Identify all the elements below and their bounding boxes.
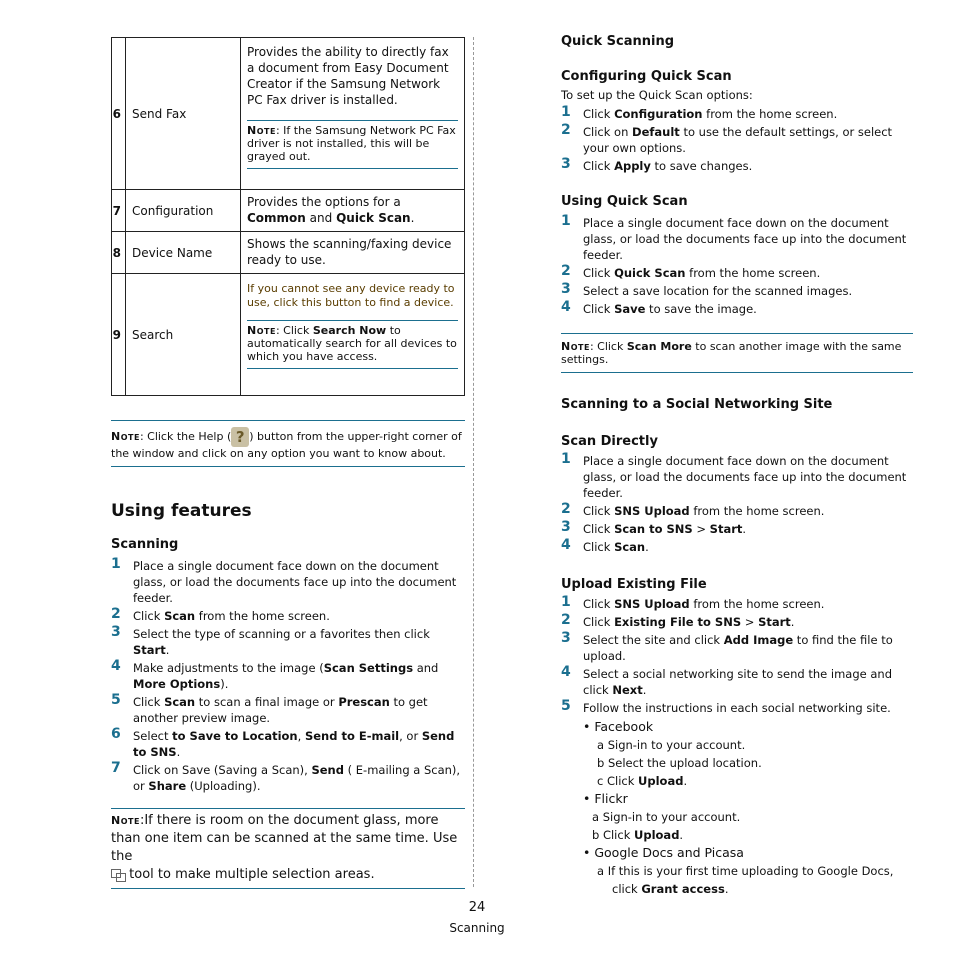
flickr-bullet: • Flickr — [583, 791, 628, 806]
step-bold: Send to E-mail — [304, 729, 400, 743]
step-bold: to Save to Location — [172, 729, 298, 743]
list-item — [111, 608, 465, 624]
step-number: 2 — [561, 501, 571, 517]
step-number: 3 — [561, 630, 571, 646]
note-text: :If there is room on the document glass, more than one item can be scanned at the same time. Use the — [111, 813, 458, 864]
section-title: Using features — [111, 501, 252, 521]
step-number: 1 — [111, 556, 121, 572]
step-bold: Apply — [614, 159, 651, 173]
step-bold: Prescan — [338, 695, 390, 709]
step-bold: Start — [133, 643, 166, 657]
step-number: 2 — [111, 606, 121, 622]
step-text: b Click — [592, 828, 635, 842]
step-bold: Add Image — [723, 633, 794, 647]
list-item — [111, 558, 465, 606]
subsection-title: Upload Existing File — [561, 577, 707, 592]
step-number: 1 — [561, 213, 571, 229]
step-text: click — [612, 882, 642, 896]
help-icon: ? — [231, 427, 249, 447]
step-number: 6 — [111, 726, 121, 742]
list-item — [561, 215, 913, 263]
step-bold: Upload — [638, 774, 684, 788]
note-text: : Click the Help ( — [139, 430, 232, 443]
page-number: 24 — [468, 900, 486, 915]
step-text: Follow the instructions in each social networking site. — [583, 701, 891, 715]
step-bold: Scan Settings — [323, 661, 414, 675]
step-number: 4 — [561, 299, 571, 315]
facebook-bullet: • Facebook — [583, 719, 654, 734]
note-label: Note — [111, 430, 140, 443]
list-item — [561, 453, 913, 501]
google-bullet: • Google Docs and Picasa — [583, 845, 744, 860]
step-number: 7 — [111, 760, 121, 776]
step-text: Click — [583, 302, 615, 316]
step-number: 1 — [561, 451, 571, 467]
step-text: Click — [583, 615, 615, 629]
step-bold: Scan — [614, 540, 646, 554]
row-name: Send Fax — [126, 38, 241, 190]
step-bold: Upload — [634, 828, 680, 842]
help-note — [111, 420, 465, 467]
list-item — [561, 539, 913, 555]
note-text: tool to make multiple selection areas. — [129, 867, 375, 882]
subsection-title: Using Quick Scan — [561, 194, 688, 209]
note-bold: Search Now — [312, 324, 387, 337]
step-text: from the home screen. — [685, 266, 821, 280]
note-label: Note — [247, 124, 276, 137]
step-text: (Uploading). — [186, 779, 261, 793]
step-bold: Save — [614, 302, 646, 316]
facebook-step-b: b Select the upload location. — [597, 756, 762, 770]
list-item — [561, 106, 913, 122]
step-text: Place a single document face down on the document glass, or load the documents face up into the document feeder. — [583, 216, 907, 262]
list-item — [111, 728, 465, 760]
step-text: Click — [583, 504, 615, 518]
footer-section: Scanning — [449, 921, 505, 935]
step-text: > — [741, 615, 759, 629]
list-item — [561, 700, 913, 716]
cell-note — [247, 120, 458, 169]
step-text: from the home screen. — [195, 609, 330, 623]
step-number: 4 — [111, 658, 121, 674]
step-number: 4 — [561, 664, 571, 680]
step-text: ). — [220, 677, 229, 691]
step-bold: Share — [148, 779, 187, 793]
row-description — [241, 190, 465, 232]
list-item — [561, 521, 913, 537]
step-bold: SNS Upload — [614, 504, 690, 518]
step-number: 3 — [561, 281, 571, 297]
step-text: from the home screen. — [689, 504, 825, 518]
step-bold: Start — [709, 522, 743, 536]
step-text: , — [297, 729, 305, 743]
step-number: 4 — [561, 537, 571, 553]
table-row — [112, 38, 465, 190]
list-item — [561, 301, 913, 317]
note-label: Note — [561, 340, 590, 353]
step-text: c Click — [597, 774, 639, 788]
step-text: . — [642, 683, 647, 697]
step-text: Click on Save (Saving a Scan), — [133, 763, 312, 777]
description-text: Provides the ability to directly fax a document from Easy Document Creator if the Samsung Network PC Fax driver is installed. — [247, 45, 449, 107]
step-bold: Scan — [164, 609, 196, 623]
step-text: Click — [133, 609, 165, 623]
note-text: to scan another image with the same settings. — [561, 340, 902, 366]
step-text: to get another preview image. — [133, 695, 428, 725]
list-item — [111, 694, 465, 726]
step-number: 3 — [561, 156, 571, 172]
step-text: , or — [399, 729, 422, 743]
step-text: . — [679, 828, 684, 842]
row-description — [241, 274, 465, 396]
left-column — [111, 37, 465, 889]
step-text: . — [165, 643, 170, 657]
row-name: Device Name — [126, 232, 241, 274]
right-column — [561, 32, 913, 898]
note-label: Note — [111, 814, 140, 827]
row-description: Shows the scanning/faxing device ready to use. — [241, 232, 465, 274]
step-text: . — [645, 540, 649, 554]
step-text: to scan a final image or — [195, 695, 339, 709]
step-text: Select the type of scanning or a favorites then click — [133, 627, 430, 641]
subsection-title: Configuring Quick Scan — [561, 69, 732, 84]
list-item — [561, 265, 913, 281]
note-text: : Click — [275, 324, 313, 337]
row-number: 8 — [112, 232, 126, 274]
step-number: 5 — [111, 692, 121, 708]
step-number: 3 — [561, 519, 571, 535]
step-text: . — [790, 615, 795, 629]
step-text: Select a save location for the scanned images. — [583, 284, 853, 298]
step-text: ( E-mailing a Scan), or — [133, 763, 461, 793]
step-bold: Next — [612, 683, 643, 697]
step-bold: Send to SNS — [133, 729, 455, 759]
step-text: from the home screen. — [689, 597, 825, 611]
section-title: Quick Scanning — [561, 34, 675, 49]
note-text: ) button from the upper-right corner of the window and click on any option you want to know about. — [111, 430, 462, 460]
step-text: Click — [583, 597, 615, 611]
row-number: 7 — [112, 190, 126, 232]
step-text: Make adjustments to the image ( — [133, 661, 324, 675]
step-text: > — [692, 522, 710, 536]
step-bold: Scan — [164, 695, 196, 709]
step-text: . — [724, 882, 729, 896]
section-title: Scanning to a Social Networking Site — [561, 397, 833, 412]
step-number: 5 — [561, 698, 571, 714]
step-text: . — [742, 522, 747, 536]
flickr-step-b — [561, 826, 913, 844]
config-steps — [561, 106, 913, 174]
step-text: . — [176, 745, 181, 759]
step-bold: Send — [311, 763, 344, 777]
list-item — [111, 626, 465, 658]
step-bold: More Options — [133, 677, 221, 691]
list-item — [561, 503, 913, 519]
desc-text: and — [305, 211, 337, 225]
using-steps — [561, 215, 913, 317]
list-item — [561, 596, 913, 612]
step-text: Click — [583, 107, 615, 121]
step-bold: Scan to SNS — [614, 522, 693, 536]
upload-steps — [561, 596, 913, 716]
list-item — [561, 614, 913, 630]
multi-select-note — [111, 808, 465, 889]
google-step-a: a If this is your first time uploading to Google Docs, — [597, 864, 894, 878]
flickr-step-a: a Sign-in to your account. — [592, 810, 741, 824]
note-bold: Scan More — [626, 340, 692, 353]
step-bold: Start — [758, 615, 791, 629]
subsection-title: Scanning — [111, 537, 179, 552]
step-text: Select — [133, 729, 173, 743]
subsection-title: Scan Directly — [561, 434, 658, 449]
list-item — [561, 283, 913, 299]
step-text: to save the image. — [645, 302, 757, 316]
step-text: Click — [133, 695, 165, 709]
step-bold: Quick Scan — [614, 266, 686, 280]
note-label: Note — [247, 324, 276, 337]
row-name: Search — [126, 274, 241, 396]
list-item — [561, 666, 913, 698]
search-hint: If you cannot see any device ready to use, click this button to find a device. — [247, 282, 455, 309]
desc-text: Provides the options for a — [247, 195, 401, 209]
list-item — [111, 660, 465, 692]
table-row — [112, 274, 465, 396]
row-number: 9 — [112, 274, 126, 396]
list-item — [561, 124, 913, 156]
direct-steps — [561, 453, 913, 555]
note-text: to automatically search for all devices to which you have access. — [247, 324, 457, 363]
google-step-a-cont — [561, 880, 913, 898]
step-text: to save changes. — [650, 159, 753, 173]
step-text: Select the site and click — [583, 633, 724, 647]
facebook-step-a: a Sign-in to your account. — [597, 738, 746, 752]
step-text: Click — [583, 522, 615, 536]
facebook-step-c — [561, 772, 913, 790]
step-text: Click — [583, 159, 615, 173]
step-text: Place a single document face down on the document glass, or load the documents face up into the document feeder. — [583, 454, 907, 500]
step-bold: Grant access — [641, 882, 725, 896]
desc-text: . — [410, 211, 415, 225]
cell-note — [247, 320, 458, 369]
step-text: Click — [583, 266, 615, 280]
intro-text: To set up the Quick Scan options: — [561, 88, 753, 102]
step-bold: SNS Upload — [614, 597, 690, 611]
step-text: to use the default settings, or select your own options. — [583, 125, 893, 155]
desc-bold: Common — [247, 211, 306, 225]
desc-bold: Quick Scan — [336, 211, 411, 225]
step-number: 2 — [561, 122, 571, 138]
step-text: to find the file to upload. — [583, 633, 893, 663]
step-text: . — [683, 774, 688, 788]
step-number: 2 — [561, 263, 571, 279]
step-number: 3 — [111, 624, 121, 640]
step-bold: Configuration — [614, 107, 703, 121]
row-description — [241, 38, 465, 190]
step-text: from the home screen. — [702, 107, 838, 121]
step-text: Click — [583, 540, 615, 554]
scan-more-note — [561, 333, 913, 373]
list-item — [111, 762, 465, 794]
step-bold: Default — [632, 125, 680, 139]
step-text: Place a single document face down on the document glass, or load the documents face up into the document feeder. — [133, 559, 457, 605]
list-item — [561, 632, 913, 664]
table-row — [112, 232, 465, 274]
step-number: 1 — [561, 104, 571, 120]
step-text: and — [413, 661, 439, 675]
note-text: : If the Samsung Network PC Fax driver is not installed, this will be grayed out. — [247, 124, 456, 163]
features-table — [111, 37, 465, 396]
step-text: Select a social networking site to send the image and click — [583, 667, 892, 697]
note-text: : Click — [589, 340, 627, 353]
row-name: Configuration — [126, 190, 241, 232]
scanning-steps — [111, 558, 465, 794]
step-text: Click on — [583, 125, 633, 139]
multi-select-icon — [111, 869, 125, 881]
table-row — [112, 190, 465, 232]
row-number: 6 — [112, 38, 126, 190]
column-divider — [473, 37, 474, 887]
step-number: 2 — [561, 612, 571, 628]
step-bold: Existing File to SNS — [614, 615, 742, 629]
list-item — [561, 158, 913, 174]
step-number: 1 — [561, 594, 571, 610]
